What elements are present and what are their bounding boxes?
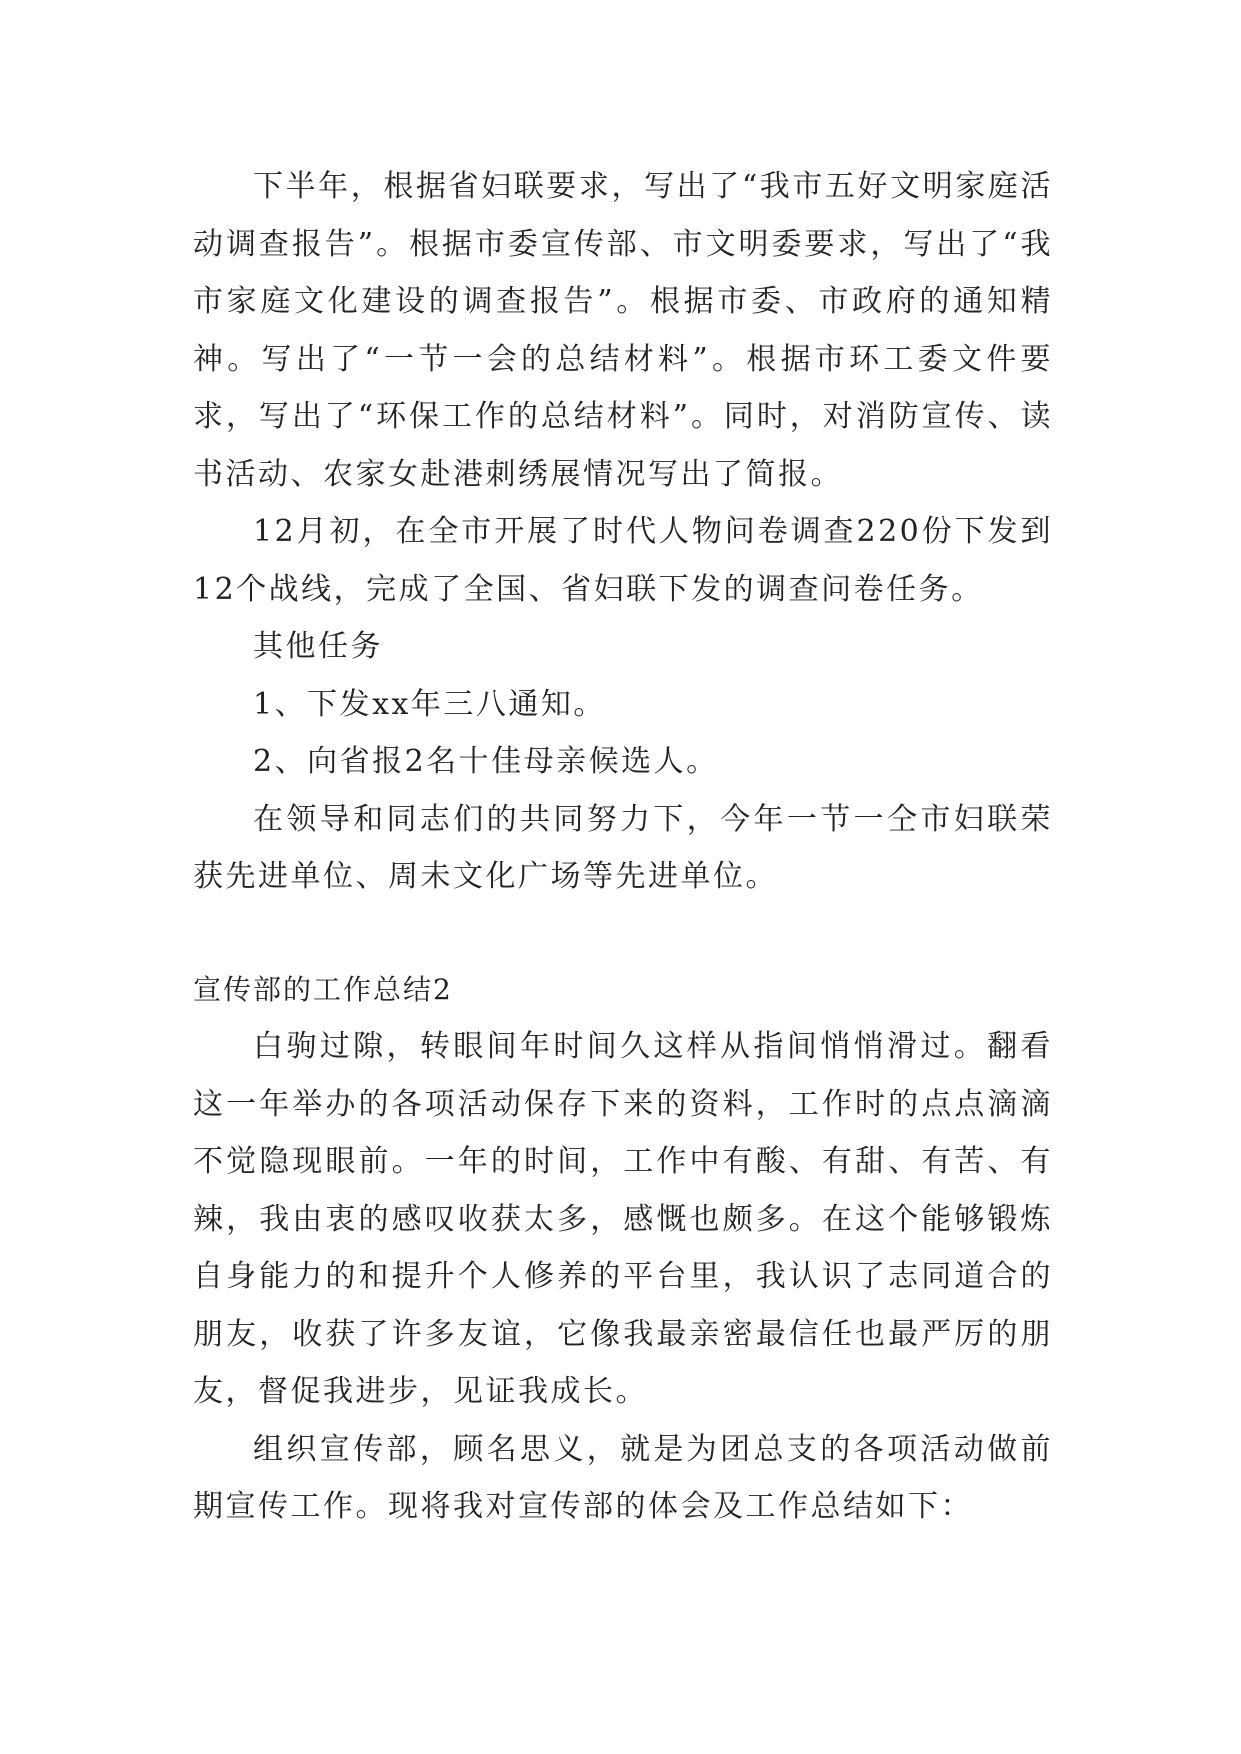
paragraph-department-intro: 组织宣传部，顾名思义，就是为团总支的各项活动做前期宣传工作。现将我对宣传部的体会及工作总结如下： — [193, 1431, 1053, 1524]
paragraph-awards: 在领导和同志们的共同努力下，今年一节一仝市妇联荣获先进单位、周未文化广场等先进单位。 — [193, 801, 1053, 894]
section-heading: 宣传部的工作总结2 — [193, 972, 453, 1006]
section-spacer — [193, 906, 1053, 961]
paragraph-report-writing: 下半年，根据省妇联要求，写出了“我市五好文明家庭活动调查报告”。根据市委宣传部、市文明委要求，写出了“我市家庭文化建设的调查报告”。根据市委、市政府的通知精神。写出了“一节一会的总结材料”。根据市环工委文件要求，写出了“环保工作的总结材料”。同时，对消防宣传、读书活动、农家女赴港刺绣展情况写出了简报。 — [193, 169, 1053, 492]
paragraph-task-2: 2、向省报2名十佳母亲候选人。 — [253, 744, 719, 779]
paragraph-task-1: 1、下发xx年三八通知。 — [253, 686, 606, 722]
paragraph-questionnaire: 12月初，在全市开展了时代人物问卷调查220份下发到12个战线，完成了全国、省妇联下发的调查问卷任务。 — [193, 514, 1053, 607]
document-body — [193, 158, 1053, 1536]
paragraph-reflection: 白驹过隙，转眼间年时间久这样从指间悄悄滑过。翻看这一年举办的各项活动保存下来的资料，工作时的点点滴滴不觉隐现眼前。一年的时间，工作中有酸、有甜、有苦、有辣，我由衷的感叹收获太多，感慨也颇多。在这个能够锻炼自身能力的和提升个人修养的平台里，我认识了志同道合的朋友，收获了许多友谊，它像我最亲密最信任也最严厉的朋友，督促我进步，见证我成长。 — [193, 1029, 1053, 1409]
paragraph-other-tasks-title: 其他任务 — [253, 629, 383, 664]
